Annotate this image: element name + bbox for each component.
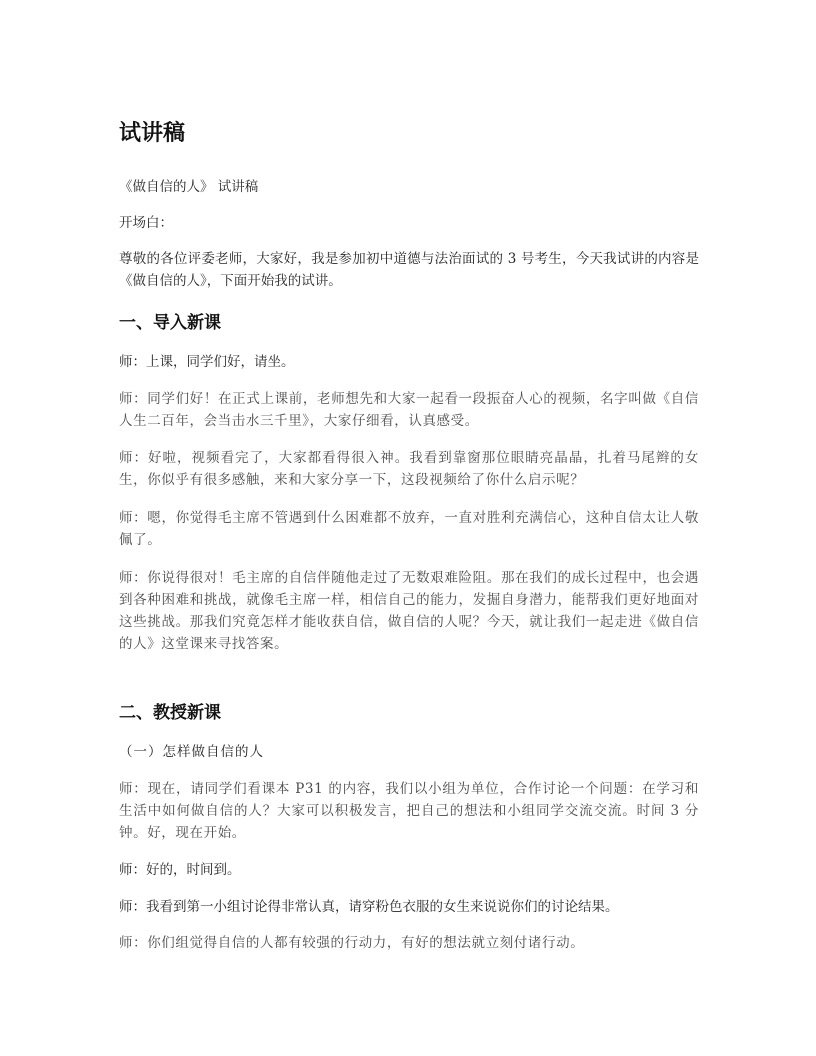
teaching-paragraph: 师：你们组觉得自信的人都有较强的行动力，有好的想法就立刻付诸行动。	[119, 935, 585, 951]
opening-paragraph: 尊敬的各位评委老师，大家好，我是参加初中道德与法治面试的 3 号考生，今天我试讲的内容是《做自信的人》，下面开始我的试讲。	[119, 251, 699, 289]
section-heading-teaching: 二、教授新课	[119, 703, 221, 723]
teaching-paragraph: 师：我看到第一小组讨论得非常认真，请穿粉色衣服的女生来说说你们的讨论结果。	[119, 899, 619, 915]
section-heading-intro: 一、导入新课	[119, 313, 221, 333]
teaching-paragraph: 师：现在，请同学们看课本 P31 的内容，我们以小组为单位，合作讨论一个问题：在学习和生活中如何做自信的人？大家可以积极发言，把自己的想法和小组同学交流交流。时间 3 分钟。好，现在开始。	[119, 781, 699, 841]
intro-paragraph: 师：上课，同学们好，请坐。	[119, 354, 295, 370]
subsection-heading: （一）怎样做自信的人	[119, 744, 264, 760]
intro-paragraph: 师：同学们好！在正式上课前，老师想先和大家一起看一段振奋人心的视频，名字叫做《自信人生二百年，会当击水三千里》，大家仔细看，认真感受。	[119, 391, 699, 429]
intro-paragraph: 师：好啦，视频看完了，大家都看得很入神。我看到靠窗那位眼睛亮晶晶，扎着马尾辫的女生，你似乎有很多感触，来和大家分享一下，这段视频给了你什么启示呢？	[119, 450, 699, 488]
document-title: 试讲稿	[119, 121, 186, 146]
lesson-subtitle: 《做自信的人》 试讲稿	[119, 179, 259, 195]
teaching-paragraph: 师：好的，时间到。	[119, 862, 241, 878]
opening-label: 开场白：	[119, 215, 173, 231]
intro-paragraph: 师：嗯，你觉得毛主席不管遇到什么困难都不放弃，一直对胜利充满信心，这种自信太让人敬佩了。	[119, 510, 699, 548]
intro-paragraph: 师：你说得很对！毛主席的自信伴随他走过了无数艰难险阻。那在我们的成长过程中，也会遇到各种困难和挑战，就像毛主席一样，相信自己的能力，发掘自身潜力，能帮我们更好地面对这些挑战。那我们究竟怎样才能收获自信，做自信的人呢？今天，就让我们一起走进《做自信的人》这堂课来寻找答案。	[119, 570, 699, 652]
